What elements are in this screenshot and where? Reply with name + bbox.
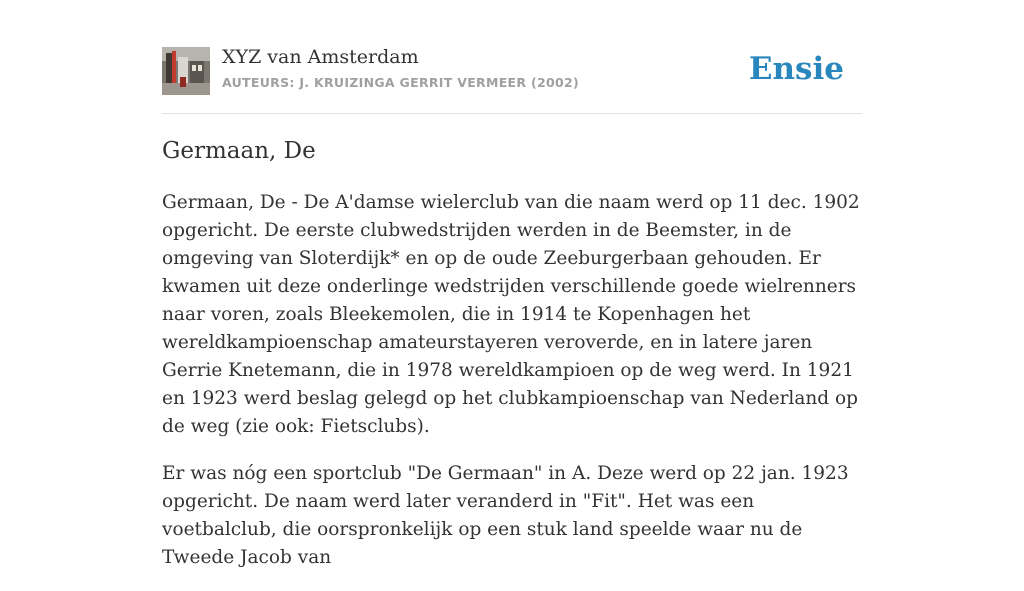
book-authors: AUTEURS: J. KRUIZINGA GERRIT VERMEER (2002) [222,75,579,90]
article-paragraph: Germaan, De - De A'damse wielerclub van die naam werd op 11 dec. 1902 opgericht. De eerste clubwedstrijden werden in de Beemster, in de omgeving van Sloterdijk* en op de oude Zeeburgerbaan gehouden. Er kwamen uit deze onderlinge wedstrijden verschillende goede wielrenners naar voren, zoals Bleekemolen, die in 1914 te Kopenhagen het wereldkampioenschap amateurstayeren veroverde, en in latere jaren Gerrie Knetemann, die in 1978 wereldkampioen op de weg werd. In 1921 en 1923 werd beslag gelegd op het clubkampioenschap van Nederland op de weg (zie ook: Fietsclubs). [162,192,860,437]
book-header [162,46,862,98]
ensie-logo[interactable]: Ensie [748,51,844,87]
article-title: Germaan, De [162,138,316,164]
article-paragraph: Er was nóg een sportclub "De Germaan" in A. Deze werd op 22 jan. 1923 opgericht. De naam werd later veranderd in "Fit". Het was een voetbalclub, die oorspronkelijk op een stuk land speelde waar nu de Tweede Jacob van [162,463,849,568]
book-cover-avatar[interactable] [162,47,210,95]
book-title[interactable]: XYZ van Amsterdam [222,46,419,68]
book-cover-icon [162,47,210,95]
header-divider [162,113,862,114]
article-body [162,189,862,591]
